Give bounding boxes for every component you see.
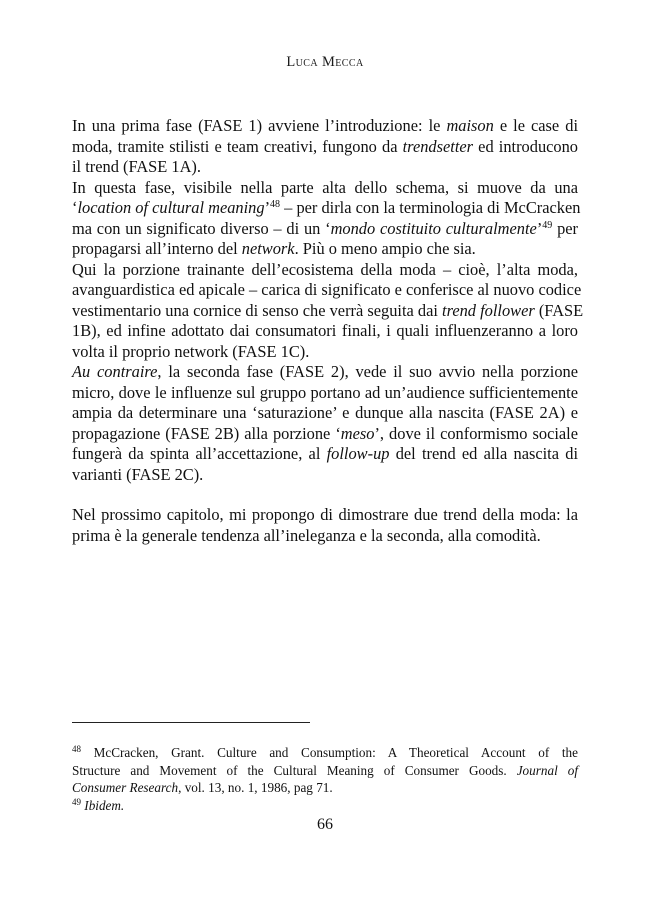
text-line: ampia da determinare una ‘saturazione’ e dunque alla nascita (FASE 2A) e: [72, 403, 578, 422]
text-line: 1B), ed infine adottato dai consumatori finali, i quali influenzeranno a loro: [72, 321, 578, 340]
paragraph-2: [72, 177, 581, 260]
page-number: 66: [317, 816, 333, 833]
text-line: In questa fase, visibile nella parte alta dello schema, si muove da una: [72, 177, 578, 197]
paragraph-1: [72, 116, 578, 178]
paragraph-5: [72, 505, 578, 546]
text-line: ‘location of cultural meaning’$^{48}$ – per dirla con la terminologia di McCracken: [72, 198, 581, 217]
text-line: vestimentario una cornice di senso che verrà seguita dai trend follower (FASE: [72, 300, 584, 320]
text-line: avanguardistica ed apicale – carica di significato e conferisce al nuovo codice: [72, 280, 582, 299]
text-line: Au contraire, la seconda fase (FASE 2), vede il suo avvio nella porzione: [72, 362, 578, 381]
text-line: prima è la generale tendenza all’ineleganza e la seconda, alla comodità.: [72, 525, 541, 545]
text-line: micro, dove le influenze sul gruppo portano ad un’audience sufficientemente: [72, 382, 578, 402]
paragraph-4: [72, 362, 578, 485]
running-header: Luca Mecca: [286, 54, 364, 70]
footnote-separator: [72, 722, 310, 723]
text-line: propagarsi all’interno del network. Più o meno ampio che sia.: [72, 239, 476, 258]
text-line: Nel prossimo capitolo, mi propongo di dimostrare due trend della moda: la: [72, 505, 578, 524]
text-line: ma con un significato diverso – di un ‘mondo costituito culturalmente’$^{49}$ per: [72, 218, 578, 238]
text-line: varianti (FASE 2C).: [72, 464, 204, 484]
footnote-line: Consumer Research, vol. 13, no. 1, 1986, pag 71.: [72, 780, 333, 795]
footnote-ref-49[interactable]: 49: [542, 219, 553, 231]
footnote-ref-48[interactable]: 48: [270, 199, 281, 210]
footnotes: [72, 744, 578, 814]
text-line: volta il proprio network (FASE 1C).: [72, 341, 310, 361]
footnote-number: 49: [72, 796, 81, 807]
footnote-line: Structure and Movement of the Cultural Meaning of Consumer Goods. Journal of: [72, 762, 578, 778]
text-line: In una prima fase (FASE 1) avviene l’introduzione: le maison e le case di: [72, 116, 578, 135]
footnote-49: [72, 797, 578, 815]
footnote-line: $^{48}$ McCracken, Grant. Culture and Consumption: A Theoretical Account of the: [72, 744, 578, 760]
footnote-48: [72, 744, 578, 797]
text-line: moda, tramite stilisti e team creativi, fungono da trendsetter ed introducono: [72, 136, 578, 156]
paragraph-3: [72, 259, 584, 363]
footnote-number: 48: [72, 744, 81, 754]
text-line: il trend (FASE 1A).: [72, 157, 201, 176]
paragraph-spacer: [72, 485, 578, 505]
footnote-line: $^{49}$ Ibidem.: [72, 796, 125, 813]
text-line: propagazione (FASE 2B) alla porzione ‘meso’, dove il conformismo sociale: [72, 423, 579, 443]
text-line: fungerà da spinta all’accettazione, al follow-up del trend ed alla nascita di: [72, 444, 578, 463]
text-line: Qui la porzione trainante dell’ecosistema della moda – cioè, l’alta moda,: [72, 259, 578, 279]
main-text: [72, 116, 584, 546]
